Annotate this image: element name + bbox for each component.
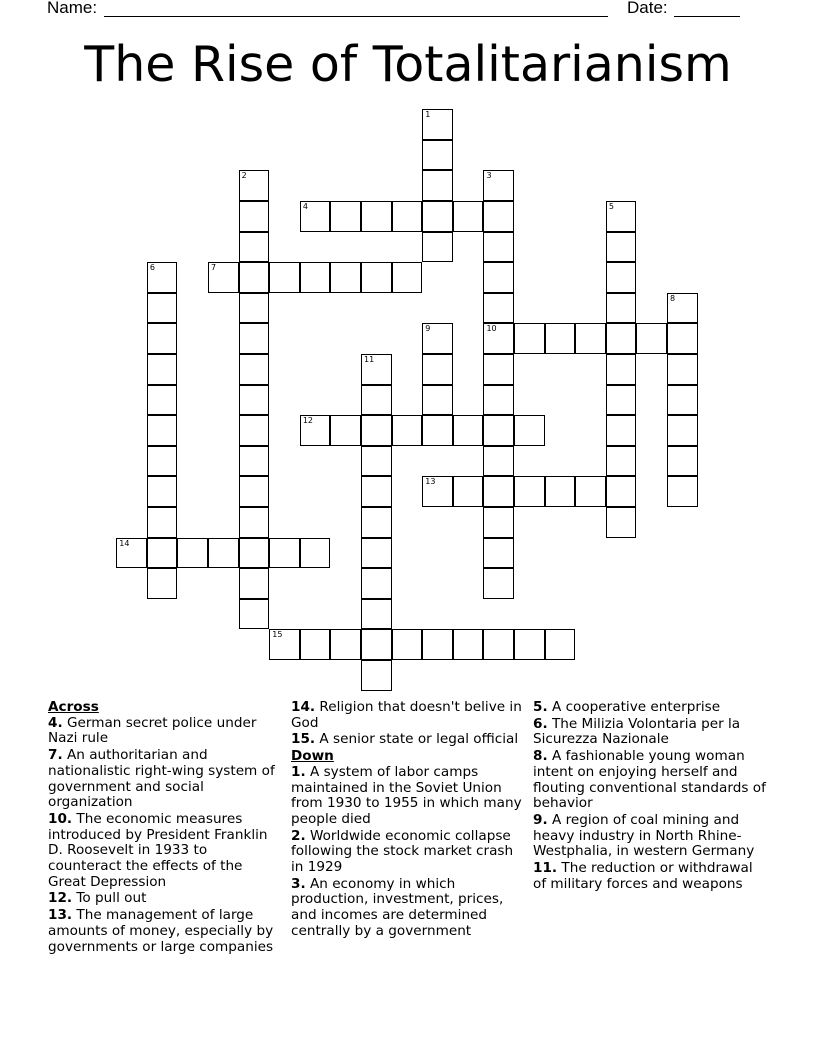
grid-cell[interactable] — [667, 476, 698, 507]
clue-number-label: 9 — [425, 324, 431, 334]
clue-text: A senior state or legal official — [319, 731, 519, 748]
clue-number: 10. — [48, 810, 73, 827]
grid-cell[interactable] — [483, 568, 514, 599]
grid-cell[interactable] — [300, 538, 331, 569]
clue-text: Worldwide economic collapse following the stock market crash in 1929 — [291, 827, 514, 876]
grid-cell[interactable] — [667, 385, 698, 416]
grid-cell[interactable] — [422, 385, 453, 416]
grid-cell[interactable] — [269, 629, 300, 660]
grid-cell[interactable] — [239, 599, 270, 630]
clue-number: 8. — [533, 748, 548, 765]
clue-number: 3. — [291, 875, 306, 892]
clue-number-label: 7 — [211, 263, 217, 273]
grid-cell[interactable] — [392, 262, 423, 293]
clue-text: An authoritarian and nationalistic right-wing system of government and social organization — [48, 747, 275, 811]
grid-cell[interactable] — [667, 446, 698, 477]
grid-cell[interactable] — [483, 446, 514, 477]
grid-cell[interactable] — [606, 385, 637, 416]
grid-cell[interactable] — [606, 201, 637, 232]
clue-number-label: 1 — [425, 110, 431, 120]
grid-cell[interactable] — [392, 201, 423, 232]
clue-down-5 — [533, 700, 768, 716]
clue-number-label: 8 — [670, 293, 676, 303]
clue-number: 6. — [533, 715, 548, 732]
grid-cell[interactable] — [361, 262, 392, 293]
grid-cell[interactable] — [239, 568, 270, 599]
grid-cell[interactable] — [392, 415, 423, 446]
grid-cell[interactable] — [483, 476, 514, 507]
grid-cell[interactable] — [453, 415, 484, 446]
name-label: Name: — [47, 0, 98, 17]
grid-cell[interactable] — [147, 446, 178, 477]
clue-across-13 — [48, 908, 284, 955]
grid-cell[interactable] — [422, 170, 453, 201]
clue-across-14 — [291, 700, 527, 731]
clue-down-1 — [291, 765, 527, 828]
grid-cell[interactable] — [177, 538, 208, 569]
grid-cell[interactable] — [239, 415, 270, 446]
grid-cell[interactable] — [483, 293, 514, 324]
grid-cell[interactable] — [606, 262, 637, 293]
grid-cell[interactable] — [422, 354, 453, 385]
grid-cell[interactable] — [147, 568, 178, 599]
grid-cell[interactable] — [300, 415, 331, 446]
clues-column-2 — [291, 700, 527, 941]
grid-cell[interactable] — [239, 262, 270, 293]
clue-across-10 — [48, 812, 284, 891]
clue-down-3 — [291, 877, 527, 940]
grid-cell[interactable] — [239, 354, 270, 385]
grid-cell[interactable] — [545, 629, 576, 660]
clue-number: 13. — [48, 907, 73, 924]
grid-cell[interactable] — [361, 415, 392, 446]
grid-cell[interactable] — [239, 446, 270, 477]
clue-text: Religion that doesn't belive in God — [291, 700, 522, 731]
grid-cell[interactable] — [422, 415, 453, 446]
grid-cell[interactable] — [361, 538, 392, 569]
grid-cell[interactable] — [330, 262, 361, 293]
grid-cell[interactable] — [514, 415, 545, 446]
clue-number-label: 3 — [486, 171, 492, 181]
grid-cell[interactable] — [361, 446, 392, 477]
grid-cell[interactable] — [147, 538, 178, 569]
grid-cell[interactable] — [483, 262, 514, 293]
clue-down-2 — [291, 829, 527, 876]
grid-cell[interactable] — [239, 476, 270, 507]
clue-text: The Milizia Volontaria per la Sicurezza Nazionale — [533, 715, 741, 748]
grid-cell[interactable] — [330, 415, 361, 446]
grid-cell[interactable] — [392, 629, 423, 660]
grid-cell[interactable] — [147, 507, 178, 538]
grid-cell[interactable] — [208, 538, 239, 569]
grid-cell[interactable] — [422, 476, 453, 507]
clue-number: 5. — [533, 700, 548, 715]
grid-cell[interactable] — [606, 232, 637, 263]
clue-number-label: 12 — [302, 416, 314, 426]
clues-section — [48, 700, 768, 957]
grid-cell[interactable] — [147, 354, 178, 385]
grid-cell[interactable] — [361, 201, 392, 232]
grid-cell[interactable] — [575, 323, 606, 354]
grid-cell[interactable] — [667, 323, 698, 354]
clue-number: 2. — [291, 827, 306, 844]
clue-number: 14. — [291, 700, 316, 715]
grid-cell[interactable] — [330, 201, 361, 232]
grid-cell[interactable] — [239, 201, 270, 232]
grid-cell[interactable] — [453, 629, 484, 660]
grid-cell[interactable] — [239, 507, 270, 538]
clue-number: 1. — [291, 763, 306, 780]
grid-cell[interactable] — [147, 415, 178, 446]
clue-number-label: 10 — [486, 324, 497, 334]
grid-cell[interactable] — [361, 507, 392, 538]
clue-number-label: 13 — [425, 477, 436, 487]
grid-cell[interactable] — [422, 109, 453, 140]
clue-number: 9. — [533, 811, 548, 828]
grid-cell[interactable] — [483, 385, 514, 416]
grid-cell[interactable] — [483, 323, 514, 354]
grid-cell[interactable] — [300, 201, 331, 232]
grid-cell[interactable] — [269, 538, 300, 569]
clue-text: The reduction or withdrawal of military forces and weapons — [533, 860, 753, 892]
clue-number-label: 5 — [608, 202, 614, 212]
clue-number: 15. — [291, 731, 316, 748]
grid-cell[interactable] — [667, 293, 698, 324]
grid-cell[interactable] — [636, 323, 667, 354]
clue-number: 11. — [533, 860, 558, 877]
grid-cell[interactable] — [361, 385, 392, 416]
grid-cell[interactable] — [116, 538, 147, 569]
grid-cell[interactable] — [667, 415, 698, 446]
grid-cell[interactable] — [147, 262, 178, 293]
grid-cell[interactable] — [239, 293, 270, 324]
grid-cell[interactable] — [422, 629, 453, 660]
grid-cell[interactable] — [483, 354, 514, 385]
clue-across-12 — [48, 891, 284, 907]
grid-cell[interactable] — [606, 446, 637, 477]
grid-cell[interactable] — [422, 323, 453, 354]
grid-cell[interactable] — [208, 262, 239, 293]
grid-cell[interactable] — [361, 629, 392, 660]
grid-cell[interactable] — [361, 660, 392, 691]
grid-cell[interactable] — [330, 629, 361, 660]
grid-cell[interactable] — [483, 415, 514, 446]
grid-cell[interactable] — [606, 293, 637, 324]
grid-cell[interactable] — [483, 629, 514, 660]
grid-cell[interactable] — [483, 201, 514, 232]
grid-cell[interactable] — [147, 476, 178, 507]
grid-cell[interactable] — [239, 232, 270, 263]
across-heading: Across — [48, 700, 99, 715]
grid-cell[interactable] — [239, 323, 270, 354]
clue-down-9 — [533, 813, 768, 860]
clue-text: German secret police under Nazi rule — [48, 714, 257, 747]
grid-cell[interactable] — [300, 262, 331, 293]
grid-cell[interactable] — [147, 385, 178, 416]
grid-cell[interactable] — [239, 538, 270, 569]
grid-cell[interactable] — [147, 323, 178, 354]
clue-number-label: 14 — [119, 538, 130, 548]
grid-cell[interactable] — [606, 323, 637, 354]
clue-text: The management of large amounts of money, especially by governments or large companies — [48, 907, 274, 955]
grid-cell[interactable] — [300, 629, 331, 660]
grid-cell[interactable] — [575, 476, 606, 507]
grid-cell[interactable] — [361, 568, 392, 599]
clue-down-11 — [533, 861, 768, 892]
clue-down-6 — [533, 717, 768, 748]
clue-number-label: 4 — [302, 202, 308, 212]
grid-cell[interactable] — [483, 538, 514, 569]
grid-cell[interactable] — [361, 599, 392, 630]
grid-cell[interactable] — [514, 323, 545, 354]
grid-cell[interactable] — [147, 293, 178, 324]
clue-text: A cooperative enterprise — [551, 700, 721, 715]
grid-cell[interactable] — [269, 262, 300, 293]
grid-cell[interactable] — [667, 354, 698, 385]
clue-number-label: 11 — [364, 355, 375, 365]
clues-column-3 — [533, 700, 768, 893]
clue-number-label: 2 — [241, 171, 247, 181]
grid-cell[interactable] — [361, 476, 392, 507]
clue-across-7 — [48, 748, 284, 811]
date-label: Date: — [627, 0, 668, 17]
clue-text: The economic measures introduced by President Franklin D. Roosevelt in 1933 to counteract the effects of the Great Depression — [48, 810, 268, 890]
clues-column-1 — [48, 700, 284, 956]
grid-cell[interactable] — [453, 201, 484, 232]
grid-cell[interactable] — [422, 201, 453, 232]
grid-cell[interactable] — [483, 507, 514, 538]
grid-cell[interactable] — [545, 476, 576, 507]
grid-cell[interactable] — [545, 323, 576, 354]
clue-text: A system of labor camps maintained in the Soviet Union from 1930 to 1955 in which many people died — [291, 763, 522, 827]
grid-cell[interactable] — [361, 354, 392, 385]
grid-cell[interactable] — [239, 385, 270, 416]
grid-cell[interactable] — [606, 415, 637, 446]
grid-cell[interactable] — [483, 170, 514, 201]
grid-cell[interactable] — [514, 476, 545, 507]
grid-cell[interactable] — [239, 170, 270, 201]
grid-cell[interactable] — [606, 476, 637, 507]
page-title: The Rise of Totalitarianism — [84, 36, 732, 93]
clue-number: 12. — [48, 890, 73, 907]
grid-cell[interactable] — [453, 476, 484, 507]
grid-cell[interactable] — [483, 232, 514, 263]
clue-text: A fashionable young woman intent on enjoying herself and flouting conventional standards of behavior — [533, 748, 766, 812]
down-heading: Down — [291, 748, 334, 765]
clue-number: 7. — [48, 747, 63, 764]
clue-down-8 — [533, 749, 768, 812]
grid-cell[interactable] — [422, 140, 453, 171]
clue-across-15 — [291, 732, 527, 748]
clue-text: A region of coal mining and heavy industry in North Rhine-Westphalia, in western Germany — [533, 811, 755, 860]
clue-number-label: 15 — [272, 630, 283, 640]
grid-cell[interactable] — [514, 629, 545, 660]
clue-number-label: 6 — [149, 263, 155, 273]
clue-across-4 — [48, 716, 284, 747]
grid-cell[interactable] — [606, 507, 637, 538]
clue-text: To pull out — [76, 890, 147, 907]
clue-text: An economy in which production, investment, prices, and incomes are determined centrally by a government — [291, 875, 504, 939]
grid-cell[interactable] — [606, 354, 637, 385]
grid-cell[interactable] — [422, 232, 453, 263]
clue-number: 4. — [48, 714, 63, 731]
